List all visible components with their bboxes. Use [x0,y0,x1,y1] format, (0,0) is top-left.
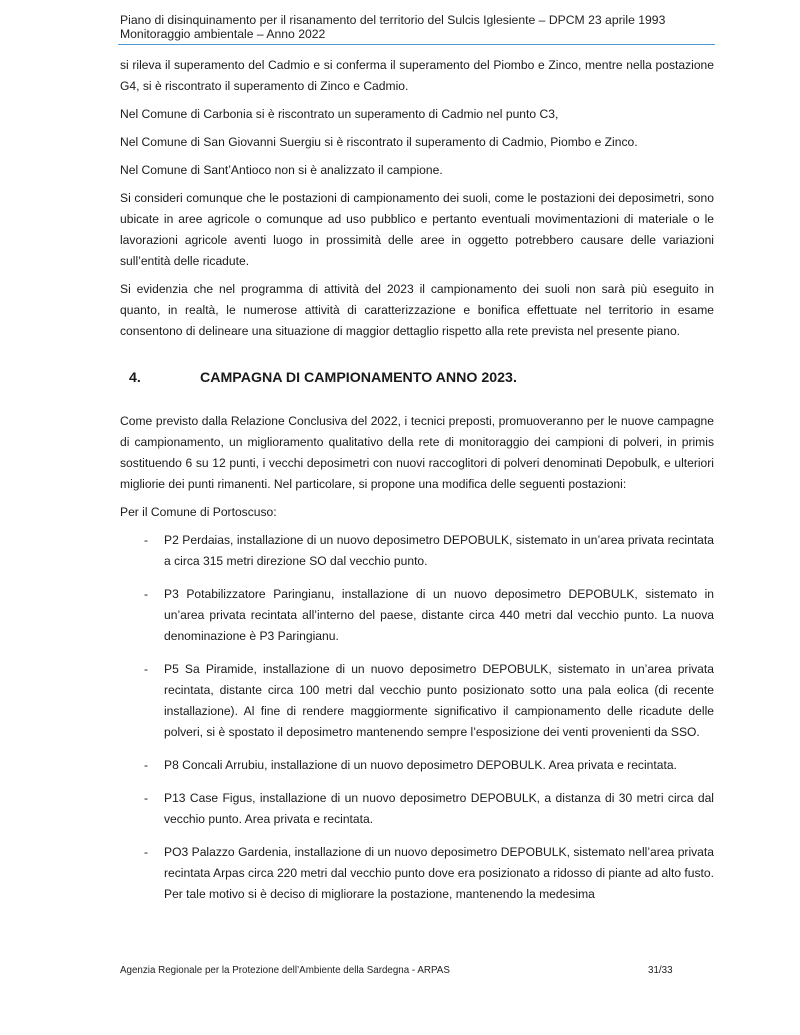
paragraph: si rileva il superamento del Cadmio e si conferma il superamento del Piombo e Zinco, mentre nella postazione G4, si è riscontrato il superamento di Zinco e Cadmio. [120,58,714,93]
section-number: 4. [129,370,141,386]
station-list [120,530,714,905]
list-item [120,659,714,743]
paragraph: Si evidenzia che nel programma di attività del 2023 il campionamento dei suoli non sarà più eseguito in quanto, in realtà, le numerose attività di caratterizzazione e bonifica effettuate nel territorio in esame consentono di delineare una situazione di maggior dettaglio rispetto alla rete prevista nel presente piano. [120,282,714,338]
list-item [120,530,714,572]
paragraph: Si consideri comunque che le postazioni di campionamento dei suoli, come le postazioni dei deposimetri, sono ubicate in aree agricole o comunque ad uso pubblico e pertanto eventuali movimentazioni di materiale o le lavorazioni agricole aventi luogo in prossimità delle aree in oggetto potrebbero causare delle variazioni sull’entità delle ricadute. [120,191,714,268]
page-number: 31/33 [648,965,673,976]
bullet-dash: - [144,758,149,772]
list-item-text: P13 Case Figus, installazione di un nuovo deposimetro DEPOBULK, a distanza di 30 metri circa dal vecchio punto. Area privata e recintata. [164,791,714,826]
paragraph: Nel Comune di Carbonia si è riscontrato un superamento di Cadmio nel punto C3, [120,107,559,121]
page-header [120,13,714,41]
header-divider [118,44,715,45]
section-title: CAMPAGNA DI CAMPIONAMENTO ANNO 2023. [200,370,517,386]
list-item [120,584,714,647]
bullet-dash: - [144,791,149,805]
header-title: Piano di disinquinamento per il risanamento del territorio del Sulcis Iglesiente – DPCM 23 aprile 1993 [120,13,666,27]
list-item-text: P5 Sa Piramide, installazione di un nuovo deposimetro DEPOBULK, sistemato in un’area privata recintata, distante circa 100 metri dal vecchio punto posizionato sotto una pala eolica (di recente installazione). Al fine di rendere maggiormente significativo il campionamento delle ricadute delle polveri, si è spostato il deposimetro mantenendo sempre l’esposizione dei venti provenienti da SSO. [164,662,714,739]
paragraph: Nel Comune di Sant’Antioco non si è analizzato il campione. [120,163,443,177]
list-item-text: P2 Perdaias, installazione di un nuovo deposimetro DEPOBULK, sistemato in un’area privata recintata a circa 315 metri direzione SO dal vecchio punto. [164,533,714,568]
bullet-dash: - [144,587,149,601]
paragraph: Come previsto dalla Relazione Conclusiva del 2022, i tecnici preposti, promuoveranno per le nuove campagne di campionamento, un miglioramento qualitativo della rete di monitoraggio dei campioni di polveri, in primis sostituendo 6 su 12 punti, i vecchi deposimetri con nuovi raccoglitori di polveri denominati Depobulk, e ulteriori migliorie dei punti rimanenti. Nel particolare, si propone una modifica delle seguenti postazioni: [120,414,714,491]
section-heading [129,369,714,387]
list-item [120,755,714,776]
page-footer: Agenzia Regionale per la Protezione dell’Ambiente della Sardegna - ARPAS [120,965,450,976]
list-item-text: PO3 Palazzo Gardenia, installazione di un nuovo deposimetro DEPOBULK, sistemato nell’area privata recintata Arpas circa 220 metri dal vecchio punto dove era posizionato a ridosso di piante ad alto fusto. Per tale motivo si è deciso di migliorare la postazione, mantenendo la medesima [164,845,714,901]
bullet-dash: - [144,533,149,547]
paragraph: Per il Comune di Portoscuso: [120,505,277,519]
list-item [120,788,714,830]
list-item-text: P3 Potabilizzatore Paringianu, installazione di un nuovo deposimetro DEPOBULK, sistemato in un’area privata recintata all’interno del paese, distante circa 440 metri dal vecchio punto. La nuova denominazione è P3 Paringianu. [164,587,714,643]
list-item [120,842,714,905]
header-subtitle: Monitoraggio ambientale – Anno 2022 [120,27,326,41]
list-item-text: P8 Concali Arrubiu, installazione di un nuovo deposimetro DEPOBULK. Area privata e recintata. [164,758,677,772]
document-body [120,55,714,917]
paragraph: Nel Comune di San Giovanni Suergiu si è riscontrato il superamento di Cadmio, Piombo e Zinco. [120,135,638,149]
bullet-dash: - [144,845,149,859]
bullet-dash: - [144,662,149,676]
